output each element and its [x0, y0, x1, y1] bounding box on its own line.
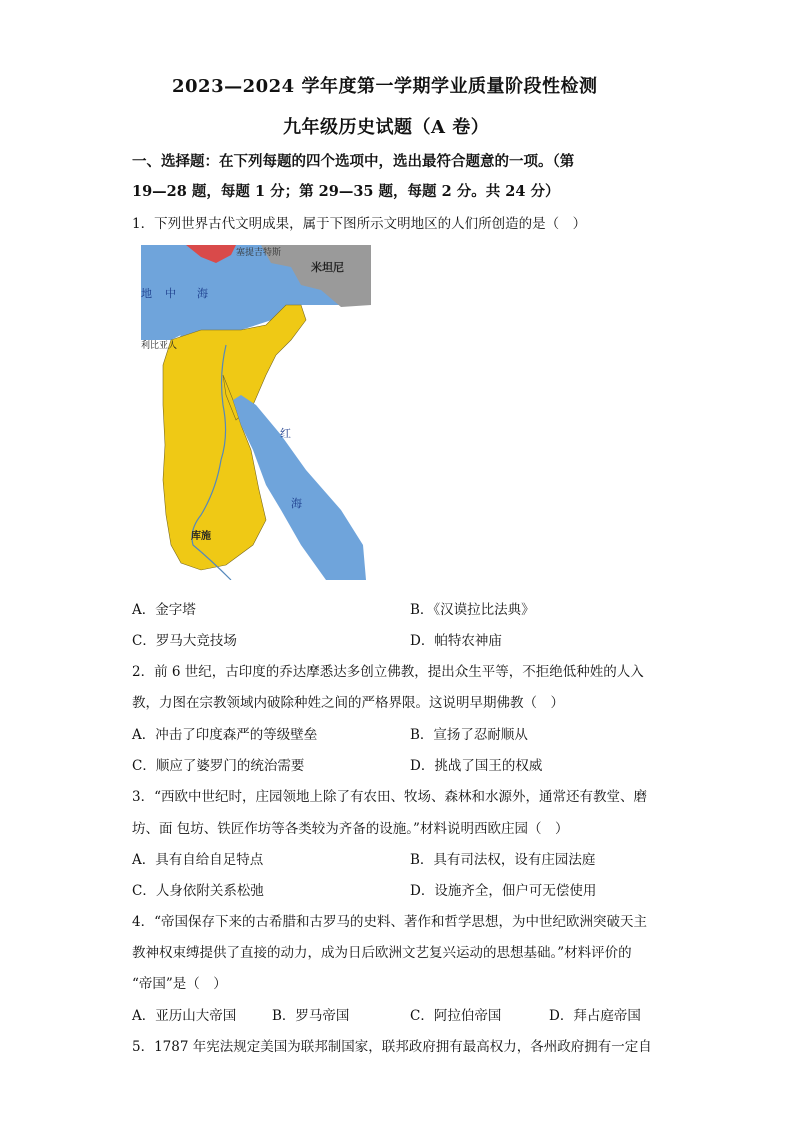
map-label-red-1: 红 — [280, 427, 291, 440]
map-label-red-2: 海 — [291, 497, 302, 510]
map-label-top-right: 米坦尼 — [311, 261, 344, 274]
question-4-option-b: B．罗马帝国 — [272, 1008, 350, 1024]
map-label-south: 库施 — [191, 531, 211, 542]
question-1-option-b: B．《汉谟拉比法典》 — [410, 602, 535, 618]
question-4-stem-line1: 4．“帝国保存下来的古希腊和古罗马的史料、著作和哲学思想，为中世纪欧洲突破天主 — [132, 914, 647, 930]
question-3-stem-line1: 3．“西欧中世纪时，庄园领地上除了有农田、牧场、森林和水源外，通常还有教堂、磨 — [132, 789, 647, 805]
exam-subtitle: 九年级历史试题（A 卷） — [283, 117, 490, 138]
question-3-option-d: D．设施齐全，佃户可无偿使用 — [410, 883, 597, 899]
question-1-stem: 1．下列世界古代文明成果，属于下图所示文明地区的人们所创造的是（ ） — [132, 216, 587, 232]
question-5-stem-line1: 5．1787 年宪法规定美国为联邦制国家，联邦政府拥有最高权力，各州政府拥有一定自 — [132, 1039, 652, 1055]
question-4-option-c: C．阿拉伯帝国 — [410, 1008, 502, 1024]
question-3-option-b: B．具有司法权，设有庄园法庭 — [410, 852, 596, 868]
map-label-sea-right: 海 — [197, 287, 208, 300]
exam-title: 2023—2024 学年度第一学期学业质量阶段性检测 — [172, 76, 598, 97]
map-label-west: 利比亚人 — [141, 341, 178, 351]
question-4-stem-line3: “帝国”是（ ） — [132, 976, 227, 992]
question-3-option-a: A．具有自给自足特点 — [132, 852, 264, 868]
question-3-option-c: C．人身依附关系松弛 — [132, 883, 264, 899]
question-2-stem-line2: 教，力图在宗教领域内破除种姓之间的严格界限。这说明早期佛教（ ） — [132, 695, 564, 711]
question-4-option-a: A．亚历山大帝国 — [132, 1008, 237, 1024]
question-2-option-b: B．宣扬了忍耐顺从 — [410, 727, 528, 743]
question-2-option-c: C．顺应了婆罗门的统治需要 — [132, 758, 305, 774]
question-1-option-d: D．帕特农神庙 — [410, 633, 502, 649]
map-label-sea-mid: 中 — [165, 287, 176, 300]
question-2-stem-line1: 2．前 6 世纪，古印度的乔达摩悉达多创立佛教，提出众生平等，不拒绝低种姓的人入 — [132, 664, 644, 680]
ancient-egypt-map — [141, 245, 371, 580]
question-4-option-d: D．拜占庭帝国 — [549, 1008, 641, 1024]
map-label-sea-left: 地 — [141, 287, 152, 300]
question-2-option-a: A．冲击了印度森严的等级壁垒 — [132, 727, 318, 743]
section-header-line1: 一、选择题：在下列每题的四个选项中，选出最符合题意的一项。（第 — [132, 153, 575, 170]
section-header-line2: 19—28 题，每题 1 分；第 29—35 题，每题 2 分。共 24 分） — [132, 183, 560, 200]
question-3-stem-line2: 坊、面 包坊、铁匠作坊等各类较为齐备的设施。”材料说明西欧庄园（ ） — [132, 821, 569, 837]
question-1-option-a: A．金字塔 — [132, 602, 196, 618]
question-1-option-c: C．罗马大竞技场 — [132, 633, 237, 649]
question-4-stem-line2: 教神权束缚提供了直接的动力，成为日后欧洲文艺复兴运动的思想基础。”材料评价的 — [132, 945, 632, 961]
question-2-option-d: D．挑战了国王的权威 — [410, 758, 543, 774]
map-label-top-left: 塞提吉特斯 — [236, 248, 282, 258]
